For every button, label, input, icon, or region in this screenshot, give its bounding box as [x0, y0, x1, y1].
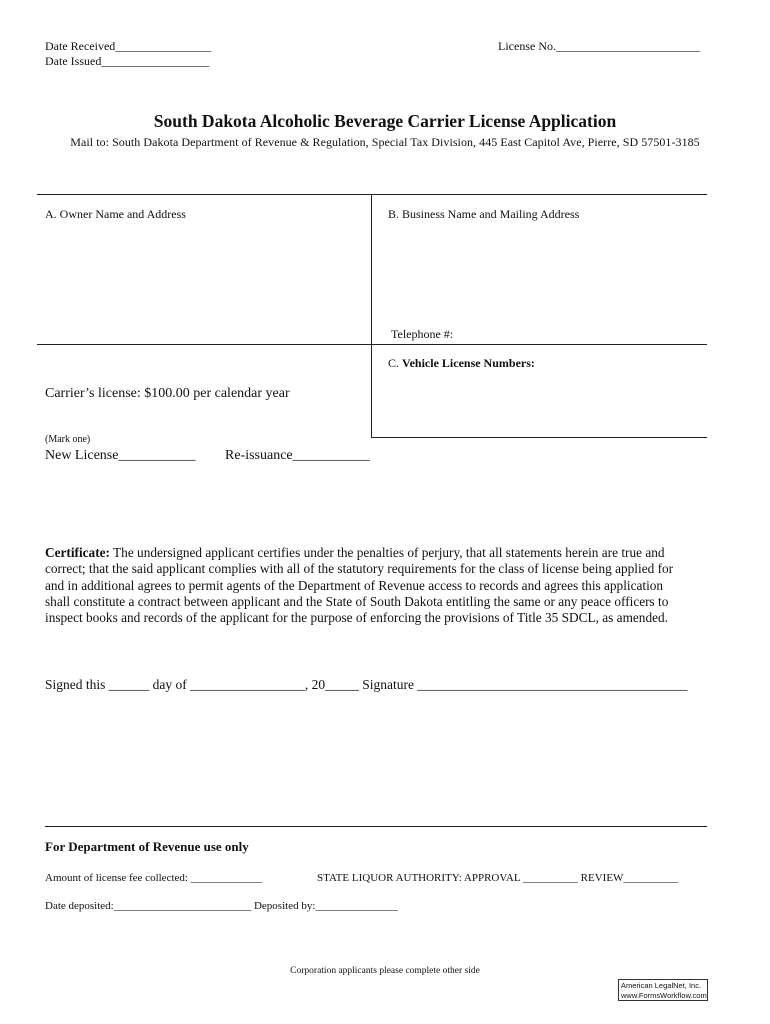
- middle-divider: [371, 194, 372, 437]
- certificate-line: correct; that the said applicant complies with all of the statutory requirements for the class of license being applied for: [45, 561, 674, 577]
- vehicle-section-prefix: C.: [388, 356, 400, 370]
- vehicle-license-numbers-field[interactable]: [388, 356, 535, 371]
- telephone-field[interactable]: Telephone #:: [391, 327, 454, 341]
- date-issued-field[interactable]: Date Issued__________________: [45, 54, 210, 68]
- stamp-company: American LegalNet, Inc.: [621, 981, 702, 990]
- mark-one-label: (Mark one): [45, 434, 91, 445]
- page-title: South Dakota Alcoholic Beverage Carrier License Application: [153, 111, 617, 131]
- carrier-license-fee: Carrier’s license: $100.00 per calendar year: [45, 386, 290, 401]
- date-deposited-field[interactable]: Date deposited:_________________________ Deposited by:_______________: [45, 900, 398, 912]
- certificate-line: shall constitute a contract between applicant and the State of South Dakota entitling the same or any peace officers to: [45, 593, 669, 609]
- certificate-label: Certificate:: [45, 545, 110, 560]
- mail-to-address: Mail to: South Dakota Department of Revenue & Regulation, Special Tax Division, 445 East Capitol Ave, Pierre, SD 57501-3185: [70, 135, 700, 149]
- vehicle-section-label: Vehicle License Numbers:: [402, 356, 535, 370]
- new-license-option[interactable]: New License___________: [45, 448, 196, 463]
- section-divider: [37, 344, 707, 345]
- certificate-line: The undersigned applicant certifies under the penalties of perjury, that all statements herein are true and: [109, 545, 665, 560]
- dept-use-heading: For Department of Revenue use only: [45, 839, 249, 854]
- vehicle-box-bottom: [371, 437, 707, 438]
- approval-review-field[interactable]: STATE LIQUOR AUTHORITY: APPROVAL __________ REVIEW__________: [317, 872, 679, 884]
- fee-collected-field[interactable]: Amount of license fee collected: _____________: [45, 872, 263, 884]
- publisher-stamp: [618, 979, 708, 1001]
- reissuance-option[interactable]: Re-issuance___________: [225, 448, 370, 463]
- license-no-field[interactable]: License No.________________________: [498, 39, 700, 53]
- business-name-address-field[interactable]: B. Business Name and Mailing Address: [388, 207, 580, 221]
- certificate-statement: [45, 545, 707, 626]
- certificate-line: inspect books and records of the applicant for the purpose of enforcing the provisions of Title 35 SDCL, as amended.: [45, 610, 668, 626]
- top-divider: [37, 194, 707, 195]
- owner-name-address-field[interactable]: A. Owner Name and Address: [45, 207, 186, 221]
- signature-line[interactable]: Signed this ______ day of _________________, 20_____ Signature ________________________________________: [45, 677, 688, 692]
- dept-use-divider: [45, 826, 707, 827]
- stamp-website: www.FormsWorkflow.com: [621, 991, 707, 1000]
- date-received-field[interactable]: Date Received________________: [45, 39, 212, 53]
- corporation-note: Corporation applicants please complete other side: [290, 966, 480, 976]
- certificate-line: and in additional agrees to permit agents of the Department of Revenue access to records and agrees this application: [45, 577, 664, 593]
